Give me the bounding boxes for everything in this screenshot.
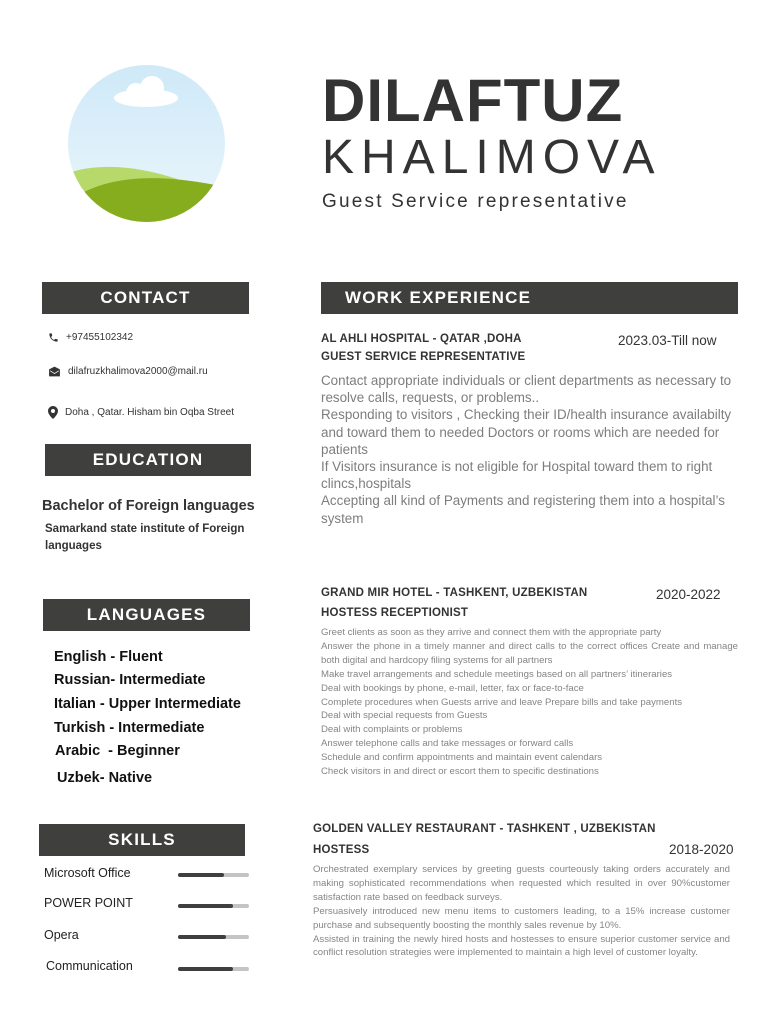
language-item: English - Fluent [54, 649, 163, 665]
job-date: 2018-2020 [669, 842, 734, 857]
skill-meter [178, 967, 249, 971]
job-description-line: Orchestrated exemplary services by greeting guests courteously taking orders accurately and making sophisticated recommendations when requested which resulted in over 90%customer satisfaction rate based on feedback surveys. [313, 864, 730, 903]
job-description-line: Complete procedures when Guests arrive and leave Prepare bills and take payments [321, 696, 683, 708]
job-description [321, 626, 738, 779]
job-role: HOSTESS RECEPTIONIST [321, 607, 469, 619]
email-address: dilafruzkhalimova2000@mail.ru [68, 366, 208, 377]
job-description-line: Deal with bookings by phone, e-mail, letter, fax or face-to-face [321, 682, 584, 694]
work-experience-heading: WORK EXPERIENCE [321, 282, 738, 314]
job-description-line: Greet clients as soon as they arrive and connect them with the appropriate party [321, 627, 662, 638]
job-description [313, 863, 730, 960]
job-description-line: Answer telephone calls and take messages or forward calls [321, 738, 574, 750]
job-role: HOSTESS [313, 844, 370, 856]
phone-icon [48, 332, 59, 343]
skill-label: Opera [44, 928, 79, 942]
job-description-line: Accepting all kind of Payments and registering them into a hospital’s system [321, 493, 725, 526]
phone-number: +97455102342 [66, 332, 134, 343]
job-company: GOLDEN VALLEY RESTAURANT - TASHKENT , UZBEKISTAN [313, 823, 656, 835]
skill-label: Communication [46, 959, 133, 973]
education-heading: EDUCATION [45, 444, 251, 476]
job-description-line: Deal with complaints or problems [321, 724, 463, 736]
skills-heading: SKILLS [39, 824, 245, 856]
language-item: Turkish - Intermediate [54, 720, 205, 736]
job-company: GRAND MIR HOTEL - TASHKENT, UZBEKISTAN [321, 587, 588, 599]
job-description [321, 372, 741, 527]
location-pin-icon [48, 406, 58, 419]
profile-photo [68, 65, 225, 222]
skill-meter-fill [178, 873, 224, 877]
job-description-line: Persuasively introduced new menu items to customers leading, to a 15% increase customer purchase and subsequently boosting the monthly sales revenue by 10%. [313, 905, 730, 931]
skill-meter-fill [178, 967, 233, 971]
contact-email [48, 366, 208, 377]
language-item: Uzbek- Native [57, 770, 153, 786]
first-name: DILAFTUZ [322, 67, 624, 134]
skill-meter [178, 904, 249, 908]
envelope-icon [48, 366, 61, 377]
job-description-line: Answer the phone in a timely manner and direct calls to the correct offices Create and manage both digital and hardcopy filing systems for all partners [321, 640, 738, 666]
skill-label: POWER POINT [44, 896, 133, 910]
skill-meter [178, 935, 249, 939]
contact-phone [48, 332, 133, 343]
landscape-placeholder-icon [68, 65, 225, 222]
language-item: Italian - Upper Intermediate [54, 696, 241, 712]
job-company: AL AHLI HOSPITAL - QATAR ,DOHA [321, 333, 522, 345]
skill-label: Microsoft Office [44, 866, 131, 880]
job-description-line: Schedule and confirm appointments and maintain event calendars [321, 752, 603, 764]
job-description-line: Responding to visitors , Checking their ID/health insurance availabilty and toward them to needed Doctors or rooms which are needed for patients [321, 407, 732, 457]
skill-meter-fill [178, 904, 233, 908]
job-description-line: Assisted in training the newly hired hosts and hostesses to ensure superior customer service and conflict resolution strategies were implemented to maintain a high level of customer loyalty. [313, 933, 730, 959]
job-description-line: Contact appropriate individuals or client departments as necessary to resolve calls, requests, or problems.. [321, 373, 732, 406]
address: Doha , Qatar. Hisham bin Oqba Street [65, 407, 234, 418]
job-date: 2020-2022 [656, 587, 721, 602]
last-name: KHALIMOVA [322, 131, 662, 184]
skill-meter [178, 873, 249, 877]
job-role: GUEST SERVICE REPRESENTATIVE [321, 351, 526, 363]
job-description-line: Check visitors in and direct or escort them to specific destinations [321, 766, 599, 778]
education-degree: Bachelor of Foreign languages [42, 498, 255, 514]
languages-heading: LANGUAGES [43, 599, 250, 631]
job-title: Guest Service representative [322, 191, 629, 212]
job-description-line: If Visitors insurance is not eligible for Hospital toward them to right clincs,hospitals [321, 459, 713, 492]
language-item: Arabic - Beginner [55, 743, 180, 759]
job-description-line: Make travel arrangements and schedule meetings based on all partners’ itineraries [321, 668, 673, 680]
job-description-line: Deal with special requests from Guests [321, 710, 488, 722]
education-school: Samarkand state institute of Foreign languages [45, 523, 245, 552]
job-date: 2023.03-Till now [618, 333, 717, 348]
skill-meter-fill [178, 935, 226, 939]
contact-heading: CONTACT [42, 282, 249, 314]
language-item: Russian- Intermediate [54, 672, 206, 688]
contact-address [48, 406, 234, 419]
